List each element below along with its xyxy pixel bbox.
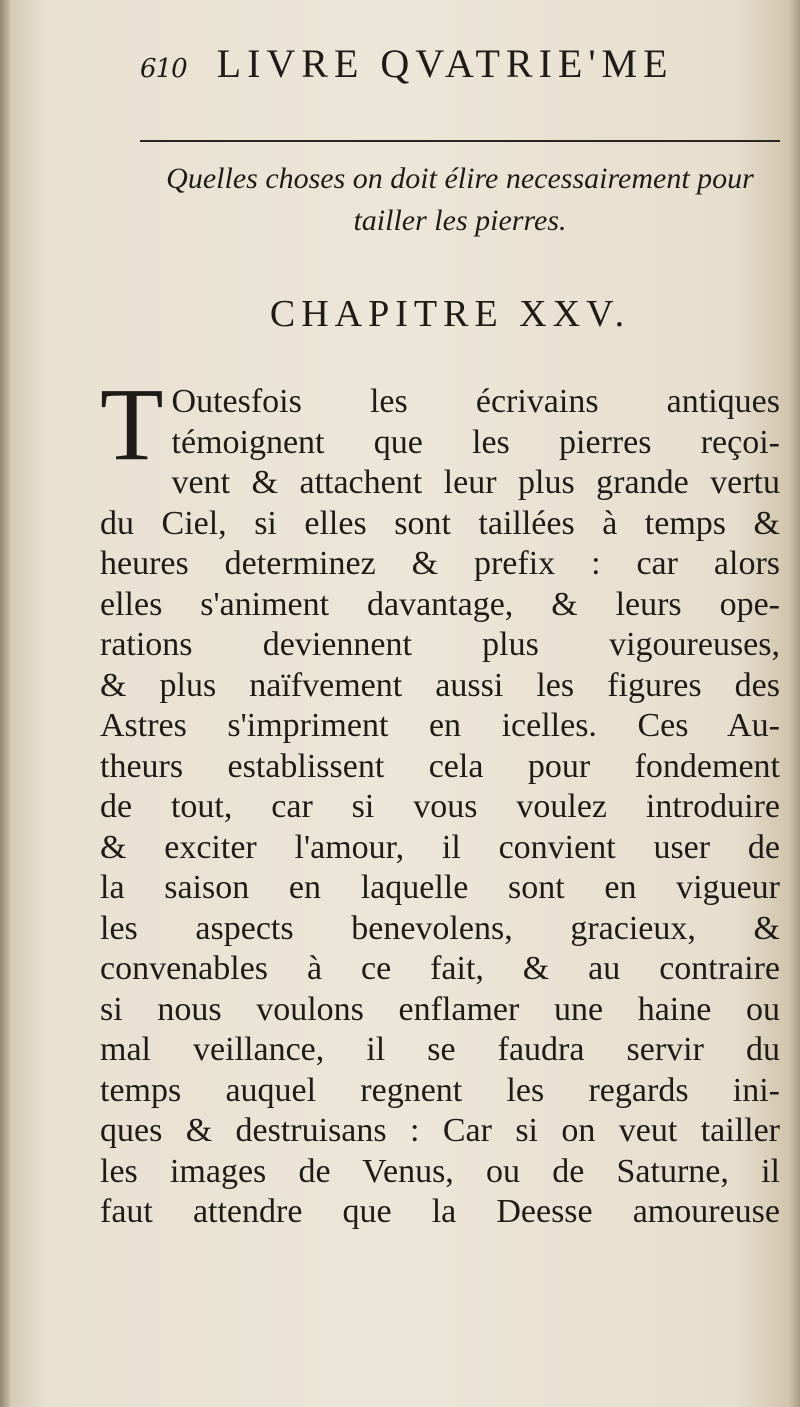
text-line: la saison en laquelle sont en vigueur: [100, 869, 780, 906]
text-line: ques & destruisans : Car si on veut tailler: [100, 1112, 780, 1149]
text-line: témoignent que les pierres reçoi-: [171, 423, 780, 461]
text-line: les aspects benevolens, gracieux, &: [100, 909, 780, 947]
page-gutter-shadow: [0, 0, 10, 1407]
text-line: les images de Venus, ou de Saturne, il: [100, 1152, 780, 1190]
running-head: LIVRE QVATRIE'ME: [216, 41, 674, 86]
text-line: du Ciel, si elles sont taillées à temps &: [100, 504, 780, 542]
text-line: theurs establissent cela pour fondement: [100, 747, 780, 785]
page-number: 610: [140, 54, 187, 84]
chapter-summary-line-1: Quelles choses on doit élire necessairement pour: [166, 162, 754, 195]
text-line: de tout, car si vous voulez introduire: [100, 788, 780, 825]
text-line: heures determinez & prefix : car alors: [100, 545, 780, 582]
chapter-summary-line-2: tailler les pierres.: [353, 204, 567, 237]
text-line: convenables à ce fait, & au contraire: [100, 950, 780, 987]
page-header: [140, 40, 780, 90]
drop-cap: T: [100, 367, 164, 482]
text-line: vent & attachent leur plus grande vertu: [171, 464, 780, 501]
text-line: Outesfois les écrivains antiques: [171, 383, 780, 420]
text-line: & plus naïfvement aussi les figures des: [100, 666, 780, 704]
text-line: si nous voulons enflamer une haine ou: [100, 990, 780, 1028]
text-line: & exciter l'amour, il convient user de: [100, 828, 780, 866]
body-text: [100, 367, 780, 1233]
chapter-summary: [130, 158, 790, 242]
text-line: Astres s'impriment en icelles. Ces Au-: [100, 707, 780, 744]
text-line: rations deviennent plus vigoureuses,: [100, 626, 780, 663]
header-rule: [140, 140, 780, 142]
drop-cap-lines: [172, 382, 780, 463]
text-line: temps auquel regnent les regards ini-: [100, 1071, 780, 1109]
text-line: elles s'animent davantage, & leurs ope-: [100, 585, 780, 623]
chapter-heading: CHAPITRE XXV.: [269, 293, 631, 335]
text-line: mal veillance, il se faudra servir du: [100, 1031, 780, 1068]
text-line: faut attendre que la Deesse amoureuse: [100, 1193, 780, 1230]
